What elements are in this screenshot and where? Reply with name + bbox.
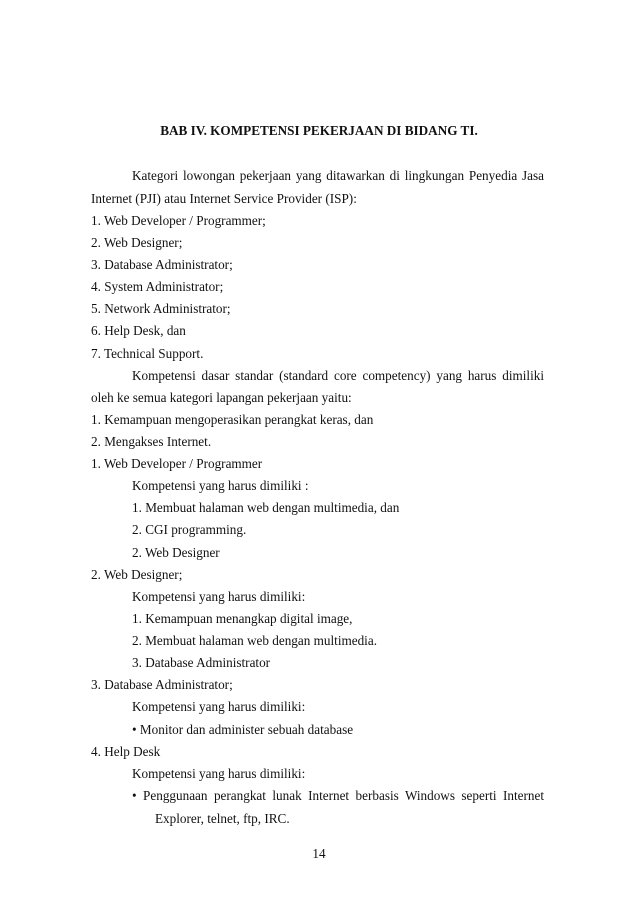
category-item: 4. System Administrator; <box>91 279 224 294</box>
core-paragraph-line-2: oleh ke semua kategori lapangan pekerjaan yaitu: <box>91 390 352 405</box>
section-heading-database-administrator: 3. Database Administrator; <box>91 677 233 692</box>
section-bullet-line-2: Explorer, telnet, ftp, IRC. <box>155 811 290 826</box>
section-heading-web-developer: 1. Web Developer / Programmer <box>91 456 263 471</box>
category-item: 6. Help Desk, dan <box>91 323 186 338</box>
core-item: 1. Kemampuan mengoperasikan perangkat keras, dan <box>91 412 374 427</box>
category-item: 5. Network Administrator; <box>91 301 231 316</box>
intro-paragraph-line-1: Kategori lowongan pekerjaan yang ditawarkan di lingkungan Penyedia Jasa <box>132 168 544 183</box>
section-intro: Kompetensi yang harus dimiliki: <box>132 766 306 781</box>
page-number: 14 <box>312 846 326 861</box>
category-item: 2. Web Designer; <box>91 235 183 250</box>
section-item: 2. Membuat halaman web dengan multimedia. <box>132 633 377 648</box>
core-item: 2. Mengakses Internet. <box>91 434 212 449</box>
section-intro: Kompetensi yang harus dimiliki: <box>132 699 306 714</box>
section-heading-help-desk: 4. Help Desk <box>91 744 161 759</box>
section-item: • Monitor dan administer sebuah database <box>132 722 354 737</box>
section-item: 1. Kemampuan menangkap digital image, <box>132 611 353 626</box>
section-intro: Kompetensi yang harus dimiliki : <box>132 478 309 493</box>
section-heading-web-designer: 2. Web Designer; <box>91 567 183 582</box>
category-item: 3. Database Administrator; <box>91 257 233 272</box>
section-item: 2. Web Designer <box>132 545 220 560</box>
section-bullet-line-1: • Penggunaan perangkat lunak Internet berbasis Windows seperti Internet <box>132 788 544 803</box>
chapter-title: BAB IV. KOMPETENSI PEKERJAAN DI BIDANG TI. <box>160 123 478 138</box>
category-item: 1. Web Developer / Programmer; <box>91 213 266 228</box>
section-item: 2. CGI programming. <box>132 522 247 537</box>
section-intro: Kompetensi yang harus dimiliki: <box>132 589 306 604</box>
section-item: 1. Membuat halaman web dengan multimedia, dan <box>132 500 400 515</box>
core-paragraph-line-1: Kompetensi dasar standar (standard core competency) yang harus dimiliki <box>132 368 544 383</box>
section-item: 3. Database Administrator <box>132 655 271 670</box>
category-item: 7. Technical Support. <box>91 346 204 361</box>
intro-paragraph-line-2: Internet (PJI) atau Internet Service Provider (ISP): <box>91 191 357 206</box>
